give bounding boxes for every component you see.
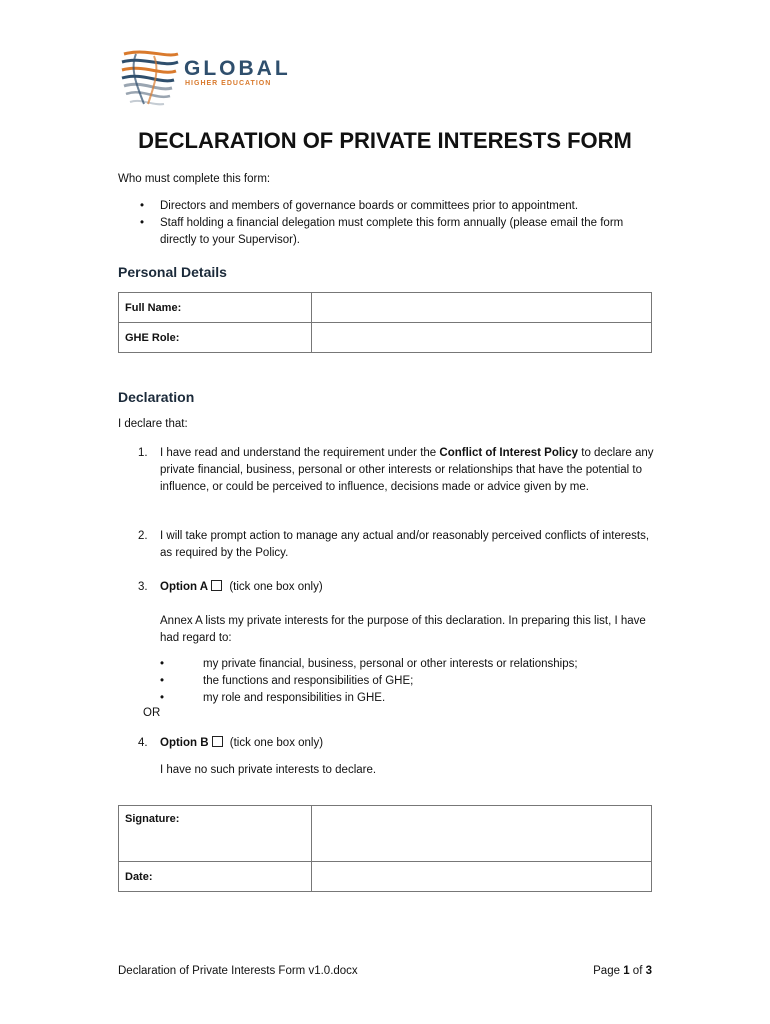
signature-table <box>118 805 652 892</box>
declaration-item-3 <box>138 579 658 596</box>
personal-details-table <box>118 292 652 353</box>
regard-list <box>160 656 578 707</box>
item-text: I have read and understand the requirement under the Conflict of Interest Policy to declare any private financial, business, personal or other interests or relationships that have the potential to influence, or could be perceived to influence, decisions made or advice given by me. <box>160 447 654 493</box>
item-number: 3. <box>138 581 148 593</box>
option-b-label: Option B <box>160 737 209 749</box>
declaration-item-2 <box>138 528 658 562</box>
option-b-hint: (tick one box only) <box>229 737 324 749</box>
annex-text: Annex A lists my private interests for the purpose of this declaration. In preparing this list, I have had regard to: <box>160 615 646 644</box>
option-a-label: Option A <box>160 581 209 593</box>
list-item: • my role and responsibilities in GHE. <box>160 690 578 707</box>
logo-swirl-icon <box>116 44 186 114</box>
item-number: 1. <box>138 447 148 459</box>
intro-text: Who must complete this form: <box>118 173 271 185</box>
or-separator: OR <box>143 707 161 719</box>
list-item: • the functions and responsibilities of GHE; <box>160 673 578 690</box>
option-a-hint: (tick one box only) <box>229 581 323 593</box>
who-must-complete-list <box>140 198 660 249</box>
declaration-heading: Declaration <box>118 389 195 405</box>
ghe-role-label: GHE Role: <box>119 323 312 353</box>
date-label: Date: <box>119 862 312 892</box>
page-number: Page 1 of 3 <box>593 965 652 977</box>
option-a-checkbox[interactable] <box>211 580 222 591</box>
item-number: 4. <box>138 737 148 749</box>
signature-field[interactable] <box>312 806 652 862</box>
policy-name: Conflict of Interest Policy <box>439 447 579 459</box>
date-field[interactable] <box>312 862 652 892</box>
no-interests-paragraph <box>138 762 658 779</box>
no-interests-text: I have no such private interests to declare. <box>160 764 377 776</box>
personal-details-heading: Personal Details <box>118 264 227 280</box>
full-name-field[interactable] <box>312 293 652 323</box>
logo-wordmark: GLOBAL <box>184 57 291 80</box>
list-item: • Staff holding a financial delegation must complete this form annually (please email the form directly to your Supervisor). <box>140 215 660 249</box>
declaration-intro: I declare that: <box>118 418 188 430</box>
footer-filename: Declaration of Private Interests Form v1.0.docx <box>118 965 358 977</box>
option-b-checkbox[interactable] <box>212 736 223 747</box>
full-name-label: Full Name: <box>119 293 312 323</box>
item-number: 2. <box>138 530 148 542</box>
page-title: DECLARATION OF PRIVATE INTERESTS FORM <box>138 128 632 153</box>
declaration-item-4 <box>138 735 658 752</box>
list-item: • Directors and members of governance boards or committees prior to appointment. <box>140 198 660 215</box>
annex-paragraph <box>138 613 658 647</box>
ghe-role-field[interactable] <box>312 323 652 353</box>
declaration-item-1 <box>138 445 658 496</box>
list-item: • my private financial, business, personal or other interests or relationships; <box>160 656 578 673</box>
logo-subtitle: HIGHER EDUCATION <box>185 80 272 87</box>
item-text: I will take prompt action to manage any actual and/or reasonably perceived conflicts of interests, as required by the Policy. <box>160 530 650 559</box>
signature-label: Signature: <box>119 806 312 862</box>
